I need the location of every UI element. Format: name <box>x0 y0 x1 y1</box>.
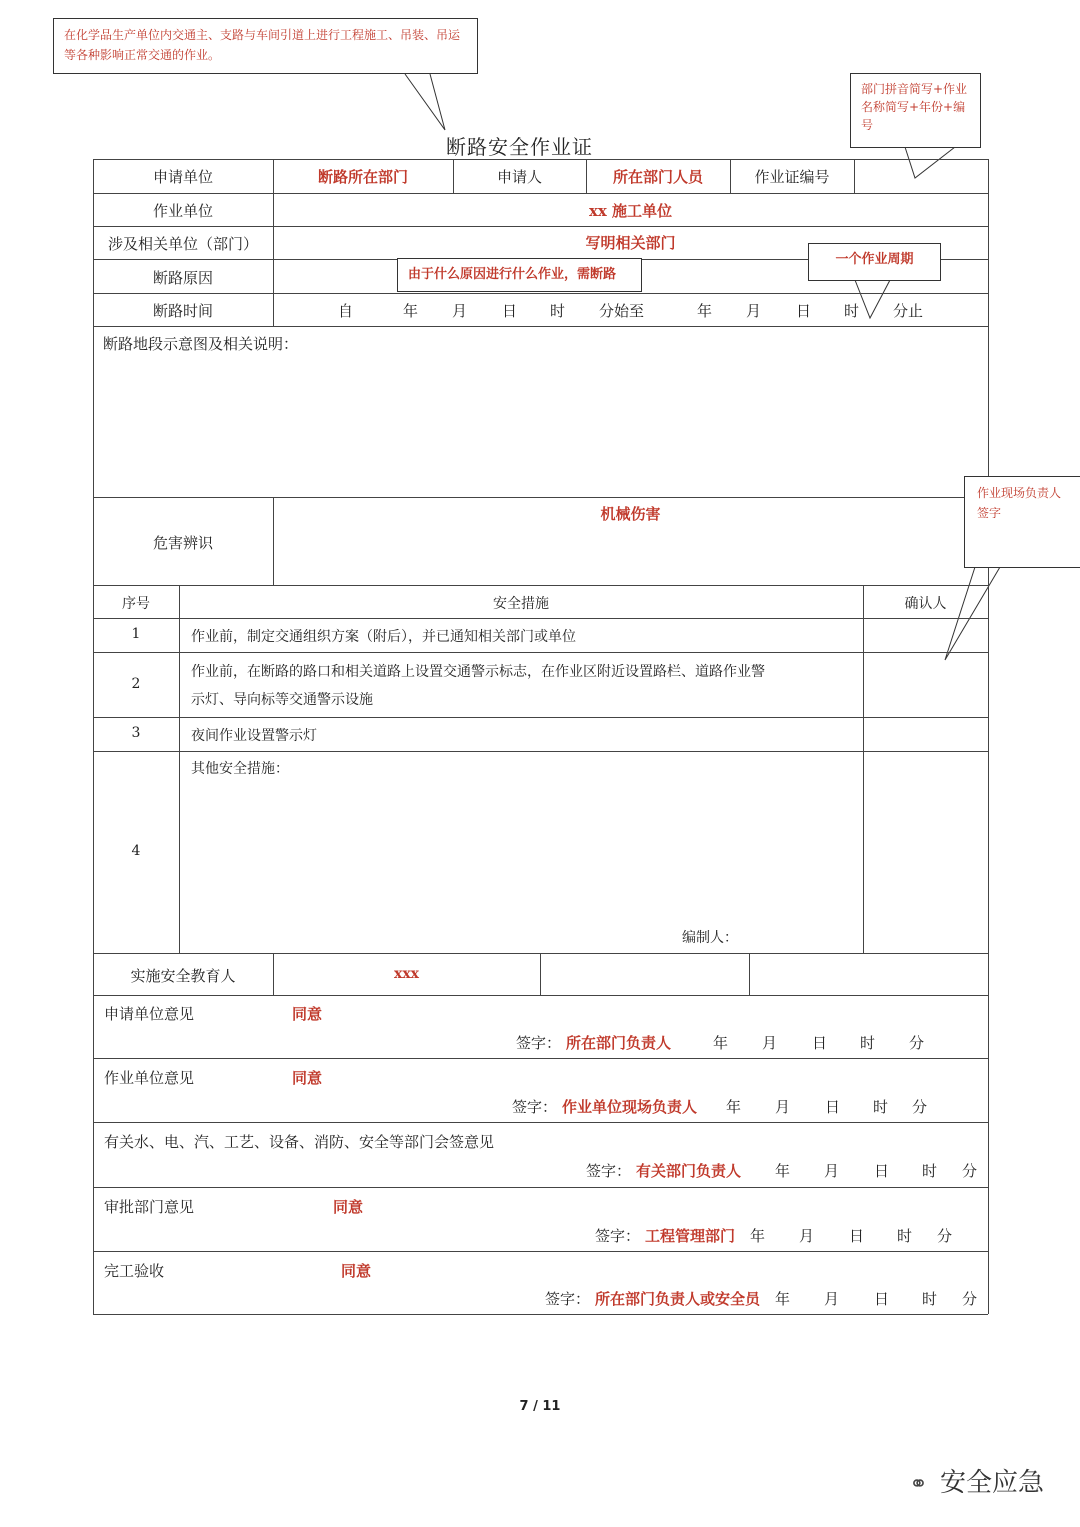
sign-label: 签字： <box>512 1098 558 1116</box>
time-hour-end: 时 <box>844 302 860 320</box>
opinion-value: 同意 <box>341 1262 372 1280</box>
sign-minute: 分 <box>937 1227 953 1245</box>
time-year-end: 年 <box>697 302 713 320</box>
sketch-label: 断路地段示意图及相关说明： <box>103 335 299 353</box>
education-value: xxx <box>393 966 420 982</box>
opinion-label: 审批部门意见 <box>104 1198 195 1216</box>
sign-hour: 时 <box>922 1290 938 1308</box>
opinion-value: 同意 <box>333 1198 364 1216</box>
reason-label: 断路原因 <box>152 269 213 287</box>
measure-header: 安全措施 <box>493 596 549 612</box>
sign-hour: 时 <box>860 1034 876 1052</box>
applicant-unit-value: 断路所在部门 <box>317 168 408 186</box>
sign-day: 日 <box>874 1162 890 1180</box>
measure-row-no: 2 <box>131 676 141 692</box>
measure-row-no: 4 <box>131 843 141 859</box>
table-line <box>93 497 988 498</box>
opinion-label: 完工验收 <box>104 1262 165 1280</box>
confirm-header: 确认人 <box>904 596 947 612</box>
applicant-unit-label: 申请单位 <box>152 168 213 186</box>
sign-year: 年 <box>726 1098 742 1116</box>
work-unit-value: xx 施工单位 <box>588 202 673 220</box>
page-title: 断路安全作业证 <box>446 135 593 159</box>
applicant-value: 所在部门人员 <box>612 168 703 186</box>
sign-day: 日 <box>849 1227 865 1245</box>
sign-minute: 分 <box>962 1290 978 1308</box>
measure-no-header: 序号 <box>122 596 150 612</box>
table-line <box>93 326 988 327</box>
callout-reason <box>397 258 642 292</box>
page-number: 7 / 11 <box>519 1399 561 1414</box>
work-unit-label: 作业单位 <box>152 202 213 220</box>
sign-hour: 时 <box>897 1227 913 1245</box>
callout-site-sign-text: 作业现场负责人签字 <box>977 486 1062 520</box>
table-line <box>863 585 864 953</box>
time-month-end: 月 <box>746 302 762 320</box>
table-line <box>93 193 988 194</box>
sign-label: 签字： <box>595 1227 641 1245</box>
opinion-label: 申请单位意见 <box>104 1005 195 1023</box>
related-unit-label: 涉及相关单位（部门） <box>107 235 258 253</box>
sign-year: 年 <box>775 1162 791 1180</box>
sign-hour: 时 <box>922 1162 938 1180</box>
measure-row-no: 3 <box>131 725 141 741</box>
measure-row-text-cont: 示灯、导向标等交通警示设施 <box>191 692 373 708</box>
opinion-label: 作业单位意见 <box>104 1069 195 1087</box>
table-line <box>93 1058 988 1059</box>
sign-minute: 分 <box>962 1162 978 1180</box>
related-unit-value: 写明相关部门 <box>585 234 676 252</box>
wechat-icon: ⚭ <box>909 1472 928 1497</box>
time-day-end: 日 <box>796 302 812 320</box>
callout-site-sign <box>964 476 1080 568</box>
signer-value: 有关部门负责人 <box>636 1162 742 1180</box>
time-min-end: 分止 <box>893 302 924 320</box>
sign-year: 年 <box>713 1034 729 1052</box>
sign-hour: 时 <box>873 1098 889 1116</box>
time-min-start: 分始至 <box>599 302 645 320</box>
table-line <box>540 953 541 995</box>
table-line <box>93 1251 988 1252</box>
measure-row-no: 1 <box>131 626 141 642</box>
table-line <box>93 293 988 294</box>
opinion-label: 有关水、电、汽、工艺、设备、消防、安全等部门会签意见 <box>104 1133 495 1151</box>
sign-day: 日 <box>825 1098 841 1116</box>
callout-cert-number-text: 部门拼音简写+作业名称简写+年份+编号 <box>861 82 968 132</box>
education-label: 实施安全教育人 <box>130 967 236 985</box>
measure-row-text: 作业前，在断路的路口和相关道路上设置交通警示标志，在作业区附近设置路栏、道路作业警 <box>191 664 765 680</box>
time-hour: 时 <box>550 302 566 320</box>
sign-day: 日 <box>812 1034 828 1052</box>
opinion-value: 同意 <box>292 1005 323 1023</box>
editor-label: 编制人： <box>682 930 738 946</box>
sign-month: 月 <box>799 1227 815 1245</box>
time-label: 断路时间 <box>152 302 213 320</box>
sign-day: 日 <box>874 1290 890 1308</box>
sign-minute: 分 <box>909 1034 925 1052</box>
sign-label: 签字： <box>516 1034 562 1052</box>
sign-minute: 分 <box>912 1098 928 1116</box>
signer-value: 工程管理部门 <box>645 1227 736 1245</box>
signer-value: 作业单位现场负责人 <box>562 1098 698 1116</box>
table-line <box>179 585 180 953</box>
callout-cert-number <box>850 73 981 148</box>
signer-value: 所在部门负责人或安全员 <box>595 1290 761 1308</box>
table-line <box>854 159 855 193</box>
time-day: 日 <box>502 302 518 320</box>
table-line <box>93 1122 988 1123</box>
table-line <box>749 953 750 995</box>
table-line <box>93 995 988 996</box>
sign-month: 月 <box>762 1034 778 1052</box>
measure-row-text: 其他安全措施： <box>191 761 289 777</box>
sign-label: 签字： <box>545 1290 591 1308</box>
table-line <box>93 618 988 619</box>
callout-reason-text: 由于什么原因进行什么作业，需断路 <box>408 267 617 282</box>
table-line <box>93 652 988 653</box>
callout-period <box>808 243 941 281</box>
sign-month: 月 <box>775 1098 791 1116</box>
cert-number-label: 作业证编号 <box>754 168 830 186</box>
measure-row-text: 夜间作业设置警示灯 <box>191 728 317 744</box>
signer-value: 所在部门负责人 <box>566 1034 672 1052</box>
watermark-text: 安全应急 <box>939 1468 1044 1498</box>
sign-month: 月 <box>824 1290 840 1308</box>
table-line <box>93 1314 988 1315</box>
sign-year: 年 <box>775 1290 791 1308</box>
callout-period-text: 一个作业周期 <box>835 252 914 267</box>
table-line <box>93 751 988 752</box>
table-line <box>93 226 988 227</box>
table-line <box>93 1187 988 1188</box>
hazard-label: 危害辨识 <box>152 534 213 552</box>
applicant-label: 申请人 <box>496 168 542 186</box>
sign-year: 年 <box>750 1227 766 1245</box>
table-line <box>93 717 988 718</box>
time-month: 月 <box>452 302 468 320</box>
time-year: 年 <box>403 302 419 320</box>
table-line <box>93 585 988 586</box>
hazard-value: 机械伤害 <box>600 505 661 523</box>
watermark <box>909 1462 1044 1499</box>
sign-month: 月 <box>824 1162 840 1180</box>
sign-label: 签字： <box>586 1162 632 1180</box>
table-line <box>988 159 989 1314</box>
time-from: 自 <box>338 302 354 320</box>
opinion-value: 同意 <box>292 1069 323 1087</box>
measure-row-text: 作业前，制定交通组织方案（附后），并已通知相关部门或单位 <box>191 629 576 645</box>
callout-scope-text: 在化学品生产单位内交通主、支路与车间引道上进行工程施工、吊装、吊运等各种影响正常交通的作业。 <box>64 28 461 62</box>
